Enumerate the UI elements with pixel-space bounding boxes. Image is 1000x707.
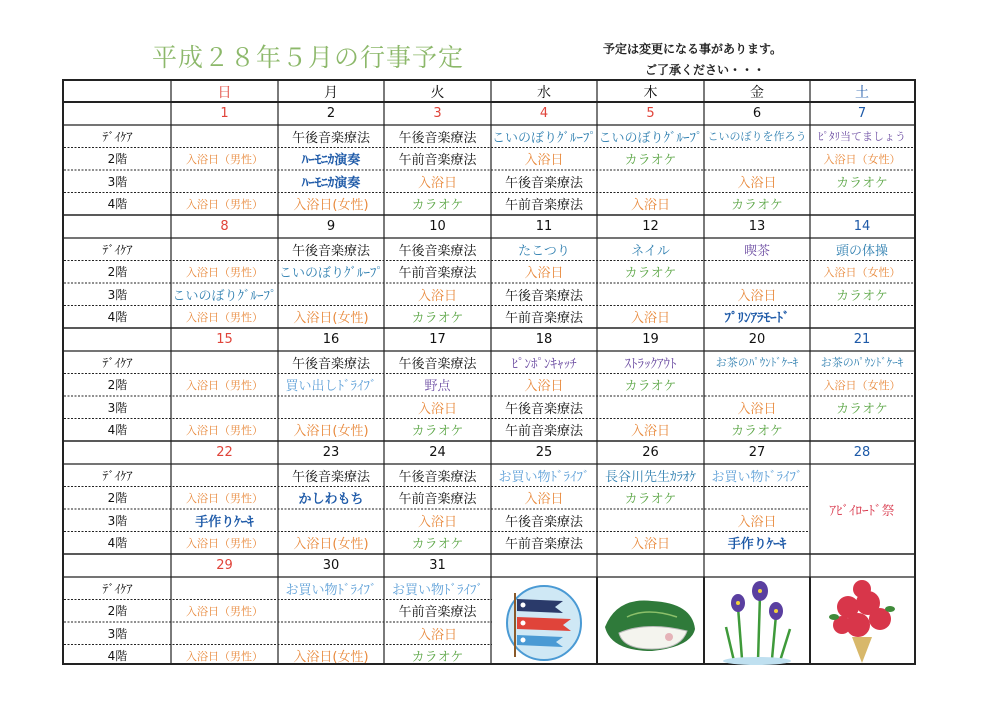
activity-cell: [704, 261, 810, 284]
activity-cell: [278, 396, 384, 419]
activity-cell: 午前音楽療法: [504, 424, 583, 440]
activity-cell: カラオケ: [411, 650, 464, 666]
date-number: 19: [642, 332, 659, 347]
activity-cell: [597, 283, 704, 306]
date-number: [597, 554, 704, 577]
activity-cell: カラオケ: [624, 492, 677, 508]
activity-cell: [704, 487, 810, 510]
activity-cell: 午後音楽療法: [504, 401, 583, 417]
date-row: [64, 215, 914, 238]
date-number: 23: [322, 445, 340, 460]
activity-cell: 入浴日（男性）: [186, 310, 263, 324]
activity-cell: 入浴日（男性）: [186, 536, 263, 550]
page-title: 平成２８年５月の行事予定: [152, 43, 465, 72]
activity-cell: 午後音楽療法: [504, 288, 583, 304]
activity-cell: ｽﾄﾗｯｸｱｳﾄ: [624, 356, 677, 372]
merged-festival-cell: ｱﾋﾞｲﾛｰﾄﾞ祭: [829, 503, 895, 519]
activity-cell: ﾊｰﾓﾆｶ演奏: [301, 153, 361, 169]
activity-cell: [810, 306, 914, 329]
activity-cell: こいのぼりを作ろう: [707, 130, 807, 144]
date-number: 1: [220, 106, 229, 121]
activity-cell: お買い物ﾄﾞﾗｲﾌﾞ: [498, 469, 590, 485]
floor-label: ﾃﾞｲｹｱ: [102, 468, 133, 483]
date-number: 21: [853, 332, 871, 347]
activity-row: [64, 148, 914, 171]
activity-cell: 入浴日: [630, 424, 670, 440]
activity-row: [64, 170, 914, 193]
activity-cell: ﾌﾟﾘﾝｱﾗﾓｰﾄﾞ: [724, 311, 790, 327]
activity-cell: お茶のﾊﾟｳﾝﾄﾞｹｰｷ: [715, 356, 799, 370]
floor-label: ﾃﾞｲｹｱ: [102, 581, 133, 596]
activity-cell: かしわもち: [298, 492, 364, 508]
floor-label: 4階: [107, 649, 128, 664]
date-number: 26: [642, 445, 659, 460]
activity-cell: カラオケ: [624, 266, 677, 282]
floor-label: 3階: [107, 287, 128, 302]
activity-cell: 入浴日(女性): [293, 424, 369, 440]
activity-cell: [171, 125, 278, 148]
weekday-5: 木: [643, 84, 658, 101]
activity-cell: カラオケ: [411, 311, 464, 327]
activity-cell: 入浴日: [417, 401, 457, 417]
activity-cell: 入浴日（男性）: [186, 152, 263, 166]
date-number: 16: [322, 332, 340, 347]
floor-label: 4階: [107, 310, 128, 325]
activity-cell: 買い出しﾄﾞﾗｲﾌﾞ: [285, 379, 377, 395]
activity-cell: こいのぼりｸﾞﾙｰﾌﾟ: [491, 130, 596, 146]
floor-label: 2階: [107, 378, 128, 393]
date-number: 7: [857, 106, 867, 121]
activity-cell: 入浴日: [417, 627, 457, 643]
floor-label: 2階: [107, 604, 128, 619]
activity-cell: 入浴日: [524, 266, 564, 282]
activity-cell: 午後音楽療法: [291, 130, 370, 146]
activity-cell: 入浴日: [524, 379, 564, 395]
activity-cell: 入浴日: [524, 153, 564, 169]
activity-cell: 午後音楽療法: [291, 356, 370, 372]
date-row: [64, 102, 914, 125]
activity-cell: 午後音楽療法: [291, 243, 370, 259]
date-number: [704, 554, 810, 577]
activity-cell: カラオケ: [836, 288, 888, 304]
activity-cell: 野点: [424, 379, 451, 395]
activity-cell: 入浴日: [737, 514, 777, 530]
floor-label: ﾃﾞｲｹｱ: [102, 242, 133, 257]
date-number: 5: [646, 106, 655, 121]
activity-cell: 午後音楽療法: [398, 243, 477, 259]
iris-picture: [704, 577, 810, 663]
activity-cell: 午前音楽療法: [504, 311, 583, 327]
activity-cell: 午後音楽療法: [398, 469, 477, 485]
floor-label: 3階: [107, 174, 128, 189]
date-number: 27: [748, 445, 766, 460]
date-number: 2: [326, 106, 336, 121]
date-row: [64, 554, 914, 577]
activity-row: [64, 419, 914, 442]
activity-cell: 入浴日（男性）: [186, 604, 263, 618]
floor-label: ﾃﾞｲｹｱ: [102, 129, 133, 144]
activity-cell: 入浴日(女性): [293, 650, 369, 666]
activity-row: [64, 351, 914, 374]
activity-cell: 手作りｹｰｷ: [727, 537, 787, 553]
activity-cell: 入浴日(女性): [293, 537, 369, 553]
date-number: 24: [429, 445, 446, 460]
activity-cell: 入浴日: [737, 401, 777, 417]
activity-cell: [810, 193, 914, 216]
activity-cell: 頭の体操: [835, 243, 888, 259]
date-number: 11: [535, 219, 553, 234]
activity-cell: カラオケ: [836, 175, 888, 191]
date-number: 20: [748, 332, 766, 347]
activity-row: [64, 374, 914, 397]
activity-cell: 入浴日: [630, 311, 670, 327]
activity-cell: [171, 577, 278, 600]
floor-label: 4階: [107, 423, 128, 438]
date-number: [810, 554, 914, 577]
activity-row: [64, 261, 914, 284]
activity-cell: [278, 509, 384, 532]
floor-label: 2階: [107, 491, 128, 506]
calendar-table: [62, 79, 916, 665]
activity-cell: [278, 622, 384, 645]
activity-cell: 午前音楽療法: [504, 198, 583, 214]
activity-cell: 午後音楽療法: [504, 175, 583, 191]
activity-cell: ﾋﾟﾝﾎﾟﾝｷｬｯﾁ: [511, 356, 577, 372]
activity-cell: [810, 419, 914, 442]
activity-cell: 入浴日（男性）: [186, 491, 263, 505]
activity-cell: 午後音楽療法: [291, 469, 370, 485]
date-number: 9: [326, 219, 336, 234]
activity-cell: カラオケ: [836, 401, 888, 417]
activity-cell: 入浴日: [417, 175, 457, 191]
date-number: 8: [220, 219, 229, 234]
kashiwamochi-picture: [597, 577, 704, 663]
floor-label: 3階: [107, 400, 128, 415]
date-number: 29: [216, 558, 233, 573]
activity-cell: 午後音楽療法: [398, 356, 477, 372]
activity-cell: ﾋﾟﾀﾘ当てましょう: [818, 130, 906, 144]
activity-cell: こいのぼりｸﾞﾙｰﾌﾟ: [598, 130, 703, 146]
activity-cell: 入浴日: [737, 175, 777, 191]
floor-label: 3階: [107, 513, 128, 528]
date-number: 30: [322, 558, 340, 573]
activity-row: [64, 487, 914, 510]
activity-cell: カラオケ: [411, 537, 464, 553]
date-number: [491, 554, 597, 577]
activity-cell: カラオケ: [624, 153, 677, 169]
activity-row: [64, 464, 914, 487]
date-number: 6: [752, 106, 762, 121]
activity-cell: [278, 600, 384, 623]
date-number: 14: [853, 219, 871, 234]
activity-cell: 入浴日: [630, 537, 670, 553]
activity-cell: 長谷川先生ｶﾗｵｹ: [604, 469, 696, 485]
floor-label: ﾃﾞｲｹｱ: [102, 355, 133, 370]
activity-cell: [171, 622, 278, 645]
activity-cell: 入浴日（男性）: [186, 378, 263, 392]
activity-cell: 手作りｹｰｷ: [195, 514, 254, 530]
activity-cell: 入浴日: [417, 514, 457, 530]
activity-cell: [171, 396, 278, 419]
activity-row: [64, 396, 914, 419]
activity-cell: [171, 238, 278, 261]
activity-cell: カラオケ: [624, 379, 677, 395]
activity-row: [64, 125, 914, 148]
activity-cell: お買い物ﾄﾞﾗｲﾌﾞ: [285, 582, 377, 598]
change-notice: 予定は変更になる事があります。: [603, 42, 783, 56]
floor-label: 4階: [107, 536, 128, 551]
activity-row: [64, 283, 914, 306]
activity-cell: お買い物ﾄﾞﾗｲﾌﾞ: [711, 469, 803, 485]
date-number: 12: [642, 219, 659, 234]
date-number: 25: [535, 445, 553, 460]
activity-row: [64, 532, 914, 555]
activity-cell: カラオケ: [731, 198, 783, 214]
floor-label: 4階: [107, 197, 128, 212]
activity-cell: 入浴日（男性）: [186, 649, 263, 663]
date-number: 17: [429, 332, 446, 347]
activity-cell: [171, 351, 278, 374]
activity-cell: [704, 148, 810, 171]
activity-cell: カラオケ: [731, 424, 783, 440]
activity-row: [64, 509, 914, 532]
date-row: [64, 441, 914, 464]
activity-cell: [597, 509, 704, 532]
date-number: 4: [539, 106, 549, 121]
activity-cell: 喫茶: [743, 243, 770, 259]
weekday-6: 金: [750, 84, 764, 101]
date-number: 10: [429, 219, 446, 234]
activity-cell: 入浴日: [630, 198, 670, 214]
activity-cell: [597, 396, 704, 419]
activity-row: [64, 306, 914, 329]
activity-cell: 午前音楽療法: [398, 605, 477, 621]
activity-cell: [278, 283, 384, 306]
activity-cell: 入浴日（女性）: [823, 378, 901, 392]
activity-cell: 入浴日（男性）: [186, 265, 263, 279]
activity-cell: 入浴日（男性）: [186, 197, 263, 211]
activity-cell: たこつり: [518, 243, 570, 259]
activity-row: [64, 238, 914, 261]
activity-cell: 入浴日: [417, 288, 457, 304]
activity-cell: [704, 374, 810, 397]
date-number: 15: [216, 332, 233, 347]
apology-notice: ご了承ください・・・: [645, 63, 766, 77]
weekday-3: 火: [430, 84, 445, 101]
activity-cell: 入浴日(女性): [293, 311, 369, 327]
floor-label: 2階: [107, 265, 128, 280]
koinobori-picture: [491, 577, 597, 663]
activity-cell: 午後音楽療法: [398, 130, 477, 146]
activity-cell: 午後音楽療法: [504, 514, 583, 530]
activity-cell: 入浴日: [737, 288, 777, 304]
date-row: [64, 328, 914, 351]
activity-cell: ﾊｰﾓﾆｶ演奏: [301, 175, 361, 191]
date-number: 13: [748, 219, 766, 234]
carnation-bouquet-picture: [810, 577, 914, 663]
date-number: 3: [433, 106, 442, 121]
weekday-4: 水: [537, 84, 551, 101]
weekday-2: 月: [324, 84, 338, 101]
activity-cell: 午前音楽療法: [398, 153, 477, 169]
weekday-1: 日: [217, 84, 232, 101]
activity-cell: 入浴日（女性）: [823, 265, 901, 279]
activity-cell: カラオケ: [411, 198, 464, 214]
weekday-header: [64, 81, 914, 102]
activity-cell: 入浴日(女性): [293, 198, 369, 214]
activity-row: [64, 193, 914, 216]
activity-cell: [171, 170, 278, 193]
floor-label: 3階: [107, 626, 128, 641]
activity-cell: 入浴日: [524, 492, 564, 508]
floor-label: 2階: [107, 152, 128, 167]
activity-cell: お買い物ﾄﾞﾗｲﾌﾞ: [391, 582, 483, 598]
activity-cell: 午前音楽療法: [398, 492, 477, 508]
date-number: 22: [216, 445, 233, 460]
date-number: 18: [535, 332, 553, 347]
activity-cell: [597, 170, 704, 193]
activity-cell: お茶のﾊﾟｳﾝﾄﾞｹｰｷ: [820, 356, 904, 370]
activity-cell: 入浴日（男性）: [186, 423, 263, 437]
activity-cell: 午前音楽療法: [504, 537, 583, 553]
activity-cell: ネイル: [631, 243, 670, 259]
weekday-7: 土: [855, 84, 869, 101]
date-number: 28: [853, 445, 871, 460]
activity-cell: [171, 464, 278, 487]
activity-cell: こいのぼりｸﾞﾙｰﾌﾟ: [172, 288, 277, 304]
activity-cell: こいのぼりｸﾞﾙｰﾌﾟ: [278, 266, 383, 282]
activity-cell: カラオケ: [411, 424, 464, 440]
activity-cell: 入浴日（女性）: [823, 152, 901, 166]
date-number: 31: [429, 558, 446, 573]
activity-cell: 午前音楽療法: [398, 266, 477, 282]
